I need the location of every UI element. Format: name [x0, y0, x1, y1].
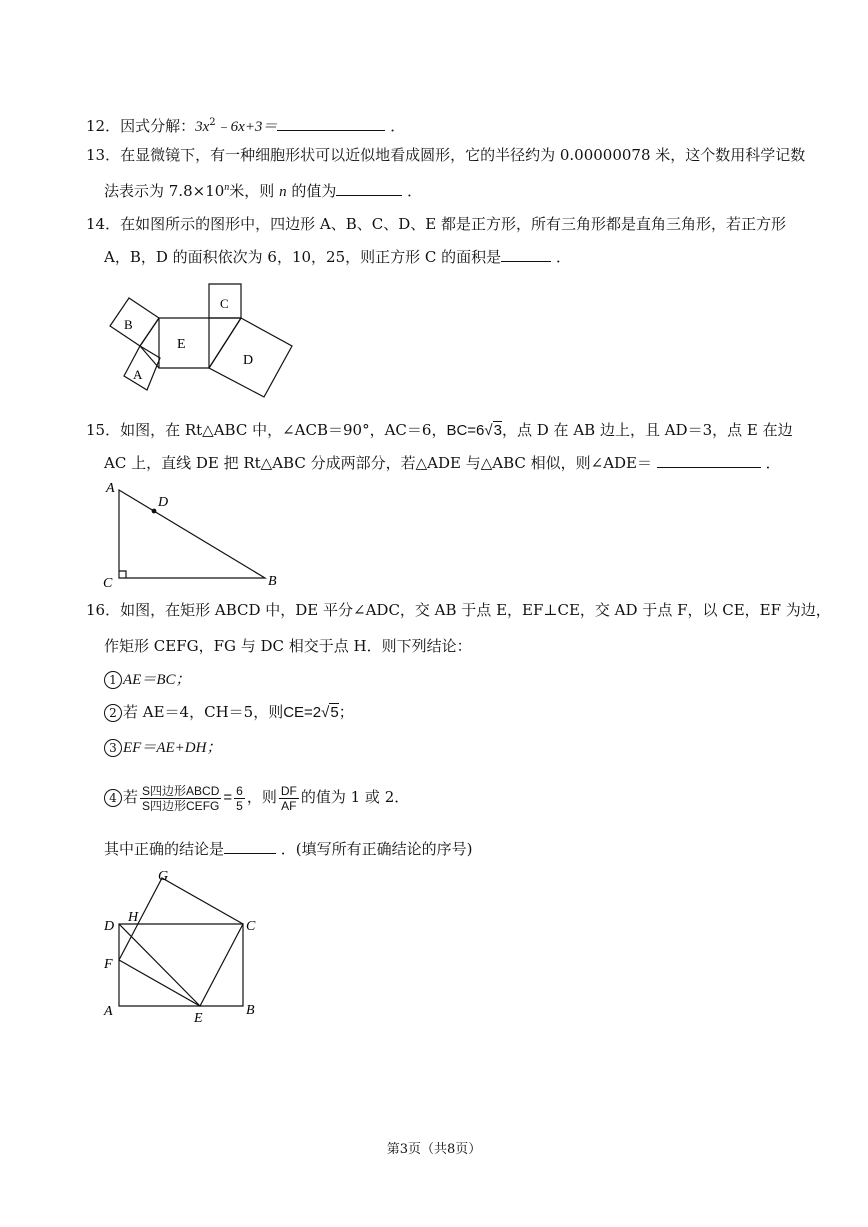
q16-conclusion-2: 2 若 AE＝4，CH＝5，则CE=2√5； — [104, 702, 354, 723]
rectangle-abcd — [119, 924, 243, 1006]
page-footer: 第3页（共8页） — [386, 1142, 482, 1157]
q15-triangle-figure — [100, 478, 300, 590]
q13-text-line1: 在显微镜下，有一种细胞形状可以近似地看成圆形，它的半径约为 0.00000078 米，这个数用科学记数 — [120, 146, 806, 164]
q12-expr-b: ﹣6x+3＝ — [215, 119, 278, 135]
q14-end: ． — [555, 248, 571, 266]
q15-text-line2: AC 上，直线 DE 把 Rt△ABC 分成两部分，若△ADE 与△ABC 相似，则∠ADE＝ — [104, 454, 652, 472]
q16-ask — [104, 839, 473, 859]
q16-conclusion-4 — [104, 782, 409, 813]
q16-text-line2: 作矩形 CEFG，FG 与 DC 相交于点 H．则下列结论： — [104, 637, 472, 655]
right-angle-mark — [119, 571, 126, 578]
q13-line2-c: 的值为 — [291, 182, 337, 200]
circled-number-4: 4 — [104, 789, 122, 807]
triangle-left-edge-2 — [140, 346, 159, 368]
triangle-abc — [119, 490, 265, 578]
label-a: A — [104, 1004, 113, 1019]
label-b: B — [124, 317, 133, 332]
q12-exponent: 2 — [209, 117, 216, 128]
label-b: B — [268, 574, 277, 589]
q14-squares-figure — [100, 280, 300, 400]
c4-fraction-df-af: $\frac{DF}{AF}$ — [280, 783, 297, 813]
c2-ce: CE=2 — [283, 704, 322, 721]
circled-number-3: 3 — [104, 739, 122, 757]
q15-number: 15． — [86, 421, 121, 439]
label-c: C — [103, 576, 113, 590]
question-16-line2 — [104, 636, 472, 656]
label-b: B — [246, 1003, 255, 1018]
square-b — [110, 298, 159, 346]
c2-end: ； — [338, 703, 354, 721]
q15-answer-blank[interactable] — [657, 453, 761, 468]
circled-number-2: 2 — [104, 704, 122, 722]
q16-rectangle-figure — [96, 860, 276, 1030]
segment-de — [119, 924, 200, 1006]
question-14-line2 — [104, 247, 571, 267]
label-d: D — [243, 353, 254, 368]
label-e: E — [194, 1011, 203, 1026]
q13-exponent: n — [224, 182, 230, 193]
c2-text: 若 AE＝4，CH＝5，则 — [123, 703, 284, 721]
q16-text-line1: 如图，在矩形 ABCD 中，DE 平分∠ADC，交 AB 于点 E，EF⊥CE，交 AD 于点 F，以 CE，EF 为边， — [120, 601, 831, 619]
triangle-left-edge — [140, 318, 159, 346]
q12-prefix: 因式分解： — [120, 117, 196, 135]
q16-answer-blank[interactable] — [224, 839, 276, 854]
q13-number: 13． — [86, 146, 121, 164]
q13-answer-blank[interactable] — [336, 181, 402, 196]
question-12 — [86, 113, 405, 137]
q15-bc: BC=6 — [446, 422, 485, 439]
c4-fraction-areas: $\frac{\text{S四边形ABCD}}{\text{S四边形CEFG}}$ — [142, 783, 220, 813]
q12-end: ． — [390, 117, 406, 135]
q13-line2-a: 法表示为 7.8×10 — [104, 182, 225, 200]
question-15-line2 — [104, 453, 781, 473]
circled-number-1: 1 — [104, 671, 122, 689]
label-c: C — [246, 919, 256, 934]
q15-sqrt: 3 — [493, 422, 502, 439]
question-15-line1: 15．如图，在 Rt△ABC 中，∠ACB＝90°，AC＝6，BC=6√3，点 D 在 AB 边上，且 AD＝3，点 E 在边 — [86, 421, 793, 439]
q13-var: n — [279, 184, 287, 200]
c4-eq: = — [223, 789, 233, 806]
q15-line1-a: 如图，在 Rt△ABC 中，∠ACB＝90°，AC＝6， — [120, 421, 447, 439]
q15-end: ． — [765, 454, 781, 472]
q14-number: 14． — [86, 215, 121, 233]
label-a: A — [133, 367, 143, 382]
q14-text-line1: 在如图所示的图形中，四边形 A、B、C、D、E 都是正方形，所有三角形都是直角三角形，若正方形 — [120, 215, 786, 233]
triangle-right-edge-2 — [209, 318, 241, 368]
q14-answer-blank[interactable] — [501, 247, 551, 262]
c4-end: 的值为 1 或 2． — [300, 788, 410, 806]
label-e: E — [177, 337, 186, 352]
q12-number: 12． — [86, 117, 121, 135]
label-c: C — [220, 296, 229, 311]
q16-ask-end: ．(填写所有正确结论的序号) — [280, 840, 473, 858]
q15-line1-b: ，点 D 在 AB 边上，且 AD＝3，点 E 在边 — [501, 421, 793, 439]
c4-mid: ，则 — [246, 788, 277, 806]
c2-sqrt: 5 — [330, 704, 339, 721]
label-a: A — [106, 481, 115, 496]
question-13-line2 — [104, 178, 422, 202]
question-13-line1 — [86, 145, 805, 165]
q16-conclusion-3 — [104, 737, 221, 758]
label-h: H — [128, 910, 139, 925]
q12-answer-blank[interactable] — [277, 116, 385, 131]
q16-conclusion-1 — [104, 669, 191, 690]
label-f: F — [104, 957, 113, 972]
q13-end: ． — [407, 182, 423, 200]
label-g: G — [158, 869, 169, 884]
question-14-line1 — [86, 214, 786, 234]
c3-text: EF＝AE+DH； — [123, 740, 222, 756]
label-d: D — [104, 919, 115, 934]
question-16-line1 — [86, 600, 831, 620]
q16-ask-text: 其中正确的结论是 — [104, 840, 225, 858]
point-d — [152, 509, 157, 514]
label-d: D — [158, 495, 169, 510]
q13-line2-b: 米，则 — [229, 182, 275, 200]
q16-number: 16． — [86, 601, 121, 619]
c4-pre: 若 — [123, 788, 139, 806]
c4-fraction-six-fifths: $\frac{6}{5}$ — [236, 783, 243, 813]
q12-expr-a: 3x — [195, 119, 210, 135]
q14-text-line2: A，B，D 的面积依次为 6，10，25，则正方形 C 的面积是 — [104, 248, 502, 266]
c1-text: AE＝BC； — [123, 672, 191, 688]
